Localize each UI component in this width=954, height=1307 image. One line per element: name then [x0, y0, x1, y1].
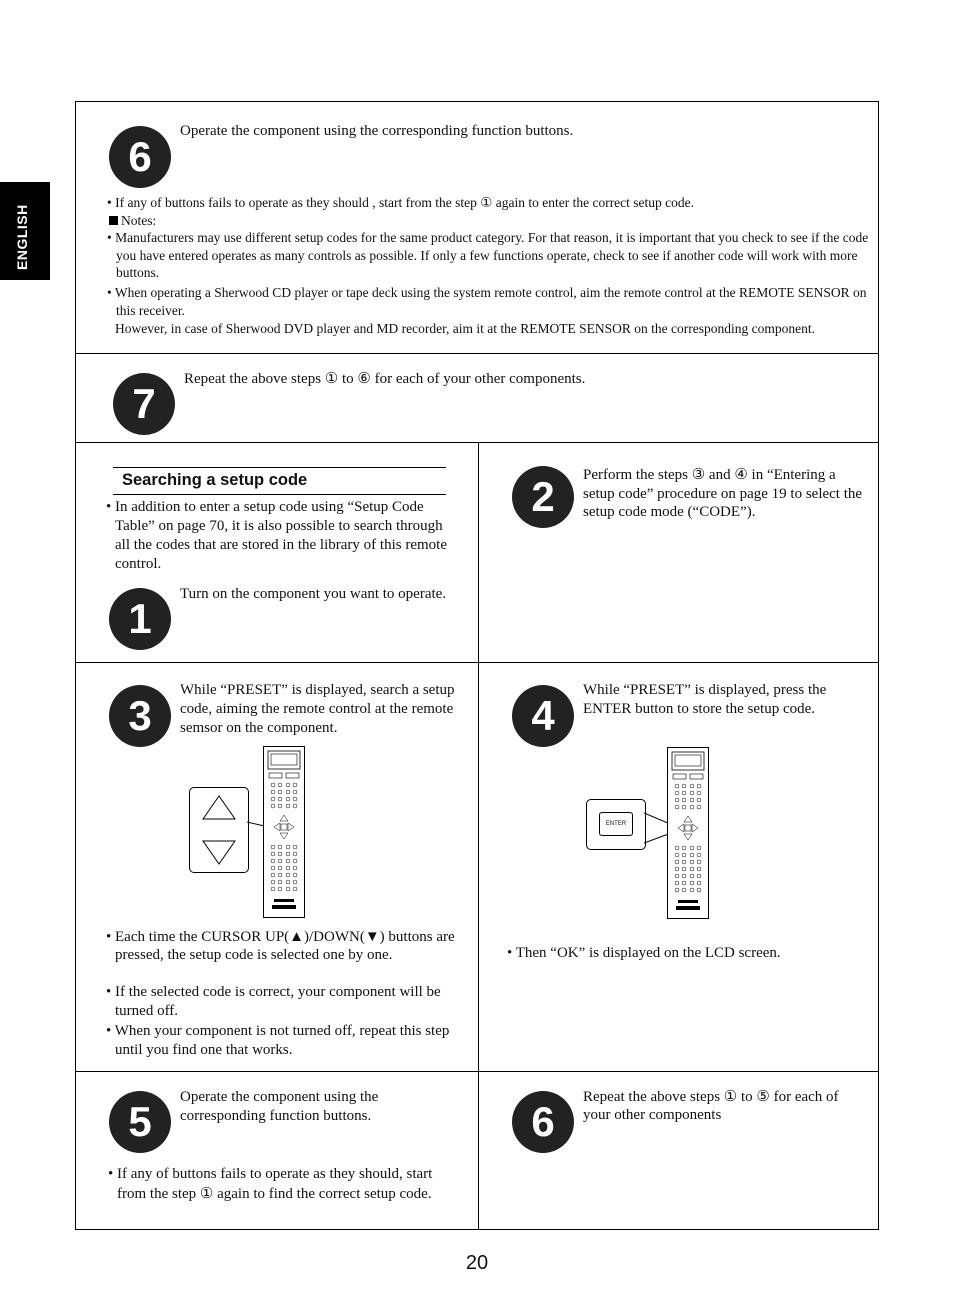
step-badge-5: 5 — [109, 1091, 171, 1153]
step3-bullet-2: • If the selected code is correct, your component will be turned off. — [106, 984, 441, 1019]
notes-label: Notes: — [121, 213, 157, 228]
step6b-instruction: Repeat the above steps ① to ⑤ for each of your other components — [583, 1089, 839, 1123]
notes-heading — [109, 212, 156, 230]
enter-zoom-box — [586, 799, 646, 850]
step3-bullet-3: • When your component is not turned off, repeat this step until you find one that works. — [106, 1023, 450, 1058]
section-title: Searching a setup code — [113, 467, 446, 495]
note-2: • When operating a Sherwood CD player or tape deck using the system remote control, aim the remote control at the REMOTE SENSOR on this receiver. — [107, 285, 867, 318]
step-badge-6b: 6 — [512, 1091, 574, 1153]
divider — [75, 1071, 879, 1072]
step-badge-3: 3 — [109, 685, 171, 747]
step5-instruction: Operate the component using the corresponding function buttons. — [180, 1089, 379, 1124]
page-number: 20 — [465, 1252, 489, 1274]
step7-instruction: Repeat the above steps ① to ⑥ for each of your other components. — [184, 371, 586, 387]
step-badge-6: 6 — [109, 126, 171, 188]
divider — [75, 353, 879, 354]
step6-bullet: • If any of buttons fails to operate as they should , start from the step ① again to enter the correct setup code. — [107, 195, 695, 210]
cursor-arrows-icon — [190, 788, 248, 872]
note-1: • Manufacturers may use different setup codes for the same product category. For that reason, it is important that you check to see if the code you have entered operates as many controls as possible. If only a few functions operate, check to see if another code will work with more buttons. — [107, 230, 869, 280]
remote-icon — [668, 748, 708, 918]
step1-instruction: Turn on the component you want to operate. — [180, 586, 447, 602]
remote-control-illustration — [667, 747, 709, 919]
remote-control-illustration — [263, 746, 305, 918]
language-label: ENGLISH — [14, 204, 30, 270]
language-tab — [0, 182, 50, 280]
cursor-zoom-box — [189, 787, 249, 873]
divider — [75, 662, 879, 663]
enter-button-illustration: ENTER — [599, 812, 633, 836]
step3-bullet-1: • Each time the CURSOR UP(▲)/DOWN(▼) buttons are pressed, the setup code is selected one by one. — [106, 929, 455, 963]
note-3: However, in case of Sherwood DVD player and MD recorder, aim it at the REMOTE SENSOR on the corresponding component. — [115, 321, 816, 336]
step6-instruction: Operate the component using the corresponding function buttons. — [180, 123, 574, 139]
step-badge-2: 2 — [512, 466, 574, 528]
remote-icon — [264, 747, 304, 917]
step-badge-1: 1 — [109, 588, 171, 650]
step3-instruction: While “PRESET” is displayed, search a setup code, aiming the remote control at the remote semsor on the component. — [180, 682, 455, 736]
step4-instruction: While “PRESET” is displayed, press the ENTER button to store the setup code. — [583, 682, 827, 717]
step5-bullet-1: • If any of buttons fails to operate as they should, start from the step ① again to find the correct setup code. — [108, 1166, 433, 1202]
divider — [75, 442, 879, 443]
step4-bullet-1: • Then “OK” is displayed on the LCD screen. — [507, 945, 781, 961]
column-divider — [478, 442, 479, 1230]
step-badge-4: 4 — [512, 685, 574, 747]
step-badge-7: 7 — [113, 373, 175, 435]
step2-instruction: Perform the steps ③ and ④ in “Entering a setup code” procedure on page 19 to select the setup code mode (“CODE”). — [583, 467, 863, 520]
notes-square-icon — [109, 216, 118, 225]
search-intro: • In addition to enter a setup code using “Setup Code Table” on page 70, it is also possible to search through all the codes that are stored in the library of this remote control. — [106, 499, 447, 572]
